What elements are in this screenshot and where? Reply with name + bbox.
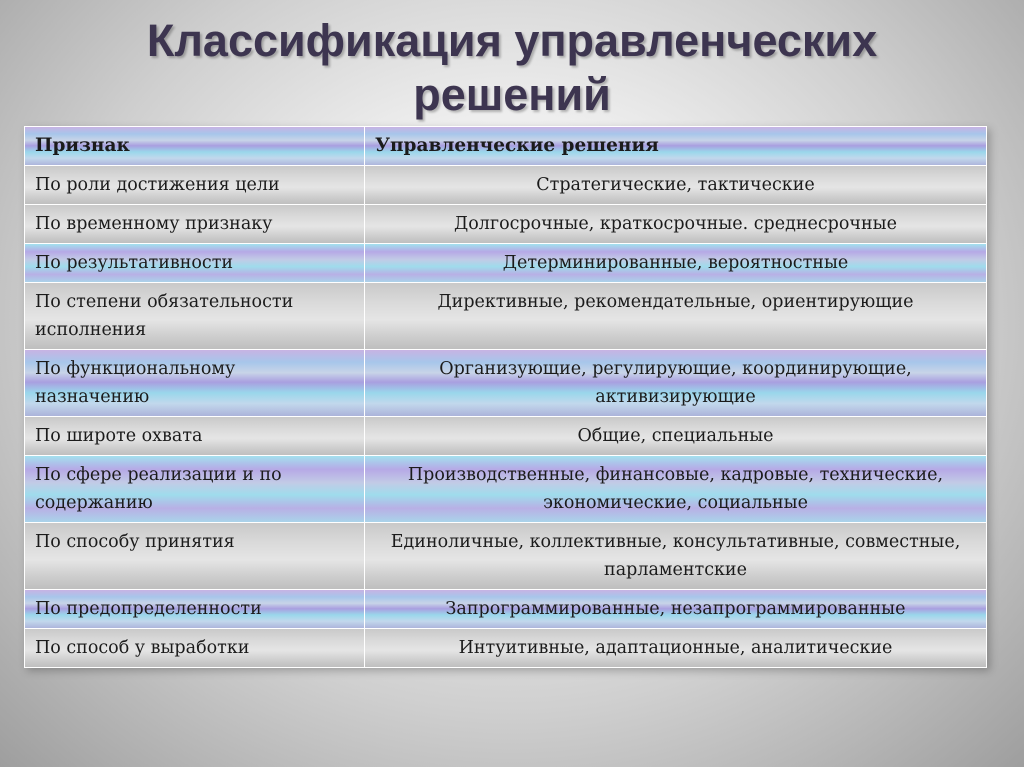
table-row [25,523,987,590]
row-decisions: Детерминированные, вероятностные [365,244,987,283]
row-decisions: Долгосрочные, краткосрочные. среднесрочные [365,205,987,244]
table-row [25,456,987,523]
table-row [25,629,987,668]
row-feature: По результативности [25,244,365,283]
table-row [25,283,987,350]
table-row [25,417,987,456]
row-feature: По способ у выработки [25,629,365,668]
row-decisions: Запрограммированные, незапрограммированные [365,590,987,629]
table-row [25,205,987,244]
row-decisions: Единоличные, коллективные, консультативные, совместные, парламентские [365,523,987,590]
row-feature: По предопределенности [25,590,365,629]
slide-title-line-1: Классификация управленческих [146,15,878,66]
row-decisions: Директивные, рекомендательные, ориентирующие [365,283,987,350]
row-feature: По степени обязательности исполнения [25,283,365,350]
row-decisions: Интуитивные, адаптационные, аналитические [365,629,987,668]
classification-table [24,126,987,668]
row-feature: По временному признаку [25,205,365,244]
row-decisions: Организующие, регулирующие, координирующие, активизирующие [365,350,987,417]
row-feature: По роли достижения цели [25,166,365,205]
row-decisions: Производственные, финансовые, кадровые, технические, экономические, социальные [365,456,987,523]
row-decisions: Общие, специальные [365,417,987,456]
row-feature: По широте охвата [25,417,365,456]
table-row [25,590,987,629]
row-feature: По функциональному назначению [25,350,365,417]
slide-title [0,14,1024,122]
row-feature: По сфере реализации и по содержанию [25,456,365,523]
row-decisions: Стратегические, тактические [365,166,987,205]
table-header-row [25,127,987,166]
table-row [25,244,987,283]
row-feature: По способу принятия [25,523,365,590]
table-row [25,166,987,205]
slide-title-line-2: решений [413,69,611,120]
header-feature: Признак [25,127,365,166]
table-row [25,350,987,417]
header-decisions: Управленческие решения [365,127,987,166]
